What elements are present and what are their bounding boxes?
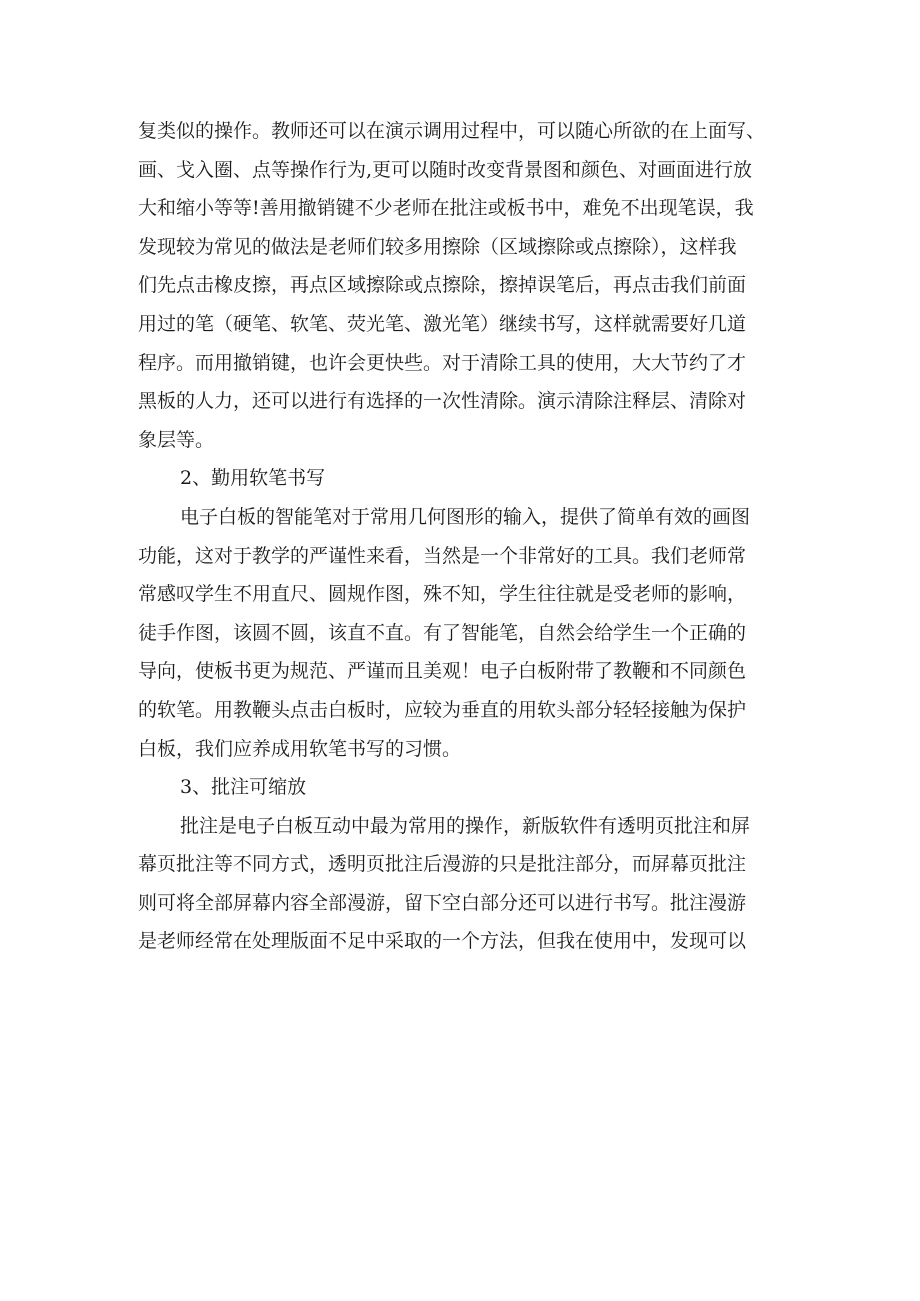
section-heading: 3、批注可缩放: [180, 776, 307, 799]
text-line: 用过的笔（硬笔、软笔、荧光笔、激光笔）继续书写，这样就需要好几道: [138, 312, 747, 335]
text-line: 发现较为常见的做法是老师们较多用擦除（区域擦除或点擦除），这样我: [138, 235, 737, 258]
text-line: 常感叹学生不用直尺、圆规作图，殊不知，学生往往就是受老师的影响，: [138, 583, 747, 606]
text-line: 导向，使板书更为规范、严谨而且美观！电子白板附带了教鞭和不同颜色: [138, 660, 747, 683]
document-body: [138, 112, 798, 961]
text-line: 复类似的操作。教师还可以在演示调用过程中，可以随心所欲的在上面写、: [138, 120, 766, 142]
text-line: 白板，我们应养成用软笔书写的习惯。: [138, 737, 462, 760]
section-heading: 2、勤用软笔书写: [180, 467, 326, 490]
text-line: 幕页批注等不同方式，透明页批注后漫游的只是批注部分，而屏幕页批注: [138, 853, 747, 876]
text-line: 们先点击橡皮擦，再点区域擦除或点擦除，擦掉误笔后，再点击我们前面: [138, 274, 747, 297]
text-line: 则可将全部屏幕内容全部漫游，留下空白部分还可以进行书写。批注漫游: [138, 891, 747, 914]
text-line: 大和缩小等等!善用撤销键不少老师在批注或板书中，难免不出现笔误，我: [138, 197, 754, 220]
text-line: 电子白板的智能笔对于常用几何图形的输入，提供了简单有效的画图: [180, 505, 751, 528]
text-line: 程序。而用撤销键，也许会更快些。对于清除工具的使用，大大节约了才: [138, 351, 747, 374]
text-line: 徒手作图，该圆不圆，该直不直。有了智能笔，自然会给学生一个正确的: [138, 621, 747, 644]
text-line: 黑板的人力，还可以进行有选择的一次性清除。演示清除注释层、清除对: [138, 390, 747, 413]
text-line: 批注是电子白板互动中最为常用的操作，新版软件有透明页批注和屏: [180, 814, 751, 837]
text-line: 画、戈入圈、点等操作行为,更可以随时改变背景图和颜色、对画面进行放: [138, 158, 753, 181]
text-line: 是老师经常在处理版面不足中采取的一个方法，但我在使用中，发现可以: [138, 930, 747, 953]
text-line: 功能，这对于教学的严谨性来看，当然是一个非常好的工具。我们老师常: [138, 544, 747, 567]
text-line: 的软笔。用教鞭头点击白板时，应较为垂直的用软头部分轻轻接触为保护: [138, 698, 747, 721]
text-line: 象层等。: [138, 428, 215, 451]
